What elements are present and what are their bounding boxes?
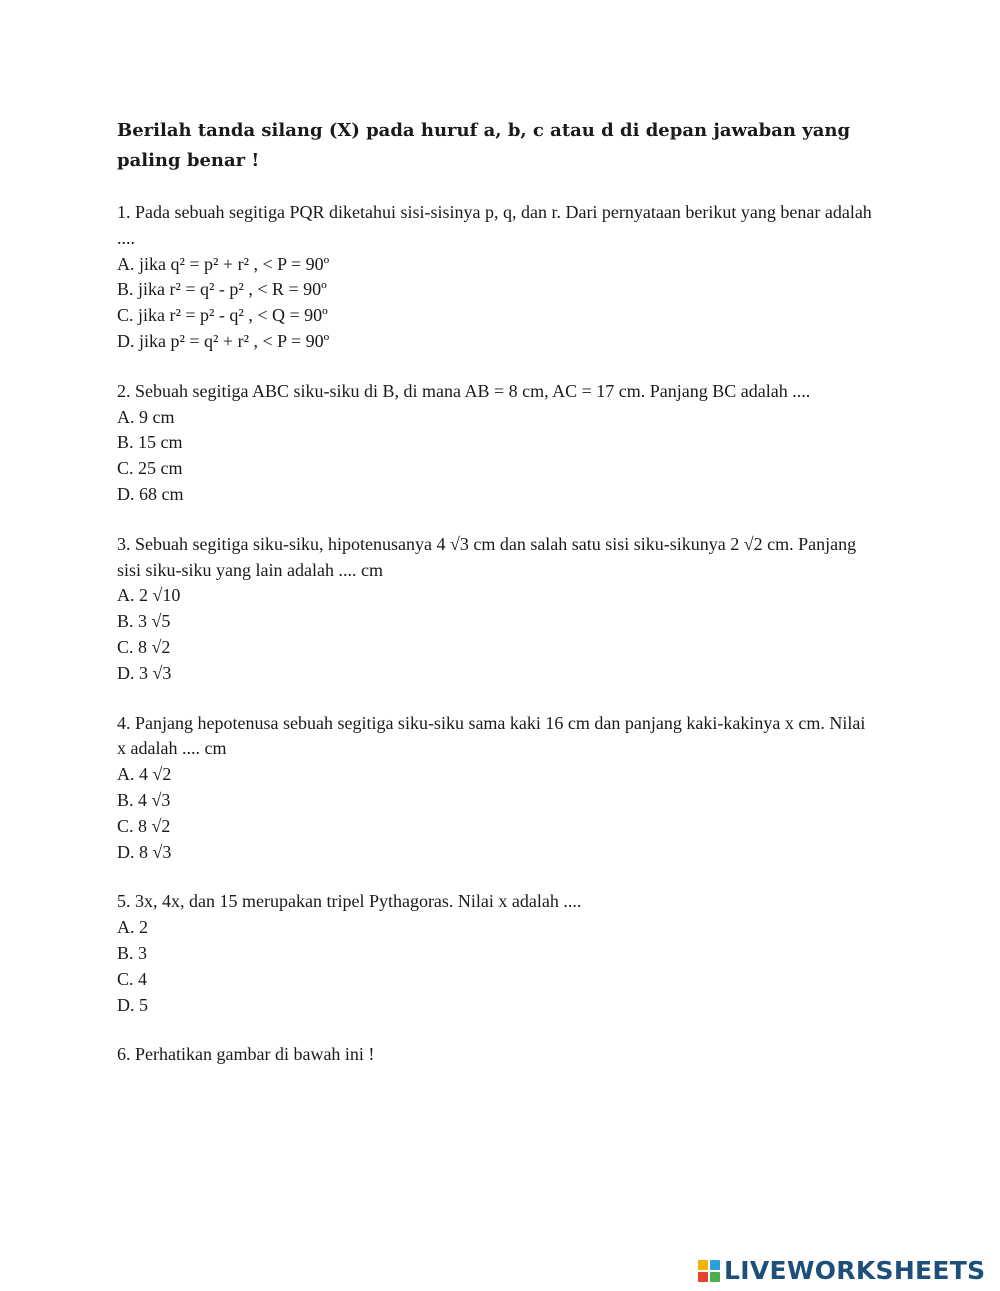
answer-option-d[interactable]: D. 68 cm [117, 483, 184, 504]
answer-option-d[interactable]: D. 5 [117, 994, 148, 1015]
liveworksheets-logo[interactable] [698, 1258, 985, 1284]
answer-option-d[interactable]: D. 3 √3 [117, 662, 172, 683]
answer-option-b[interactable]: B. jika r² = q² - p² , < R = 90º [117, 279, 327, 300]
logo-block-icon [710, 1272, 720, 1282]
question-stem: 3. Sebuah segitiga siku-siku, hipotenusanya 4 √3 cm dan salah satu sisi siku-sikunya 2 √2 cm. Panjang sisi siku-siku yang lain adalah .... cm [117, 533, 857, 580]
logo-block-icon [698, 1260, 708, 1270]
answer-option-a[interactable]: A. 2 √10 [117, 585, 181, 606]
answer-option-d[interactable]: D. jika p² = q² + r² , < P = 90º [117, 330, 330, 351]
logo-block-icon [710, 1260, 720, 1270]
liveworksheets-logo-icon [698, 1260, 720, 1282]
answer-option-c[interactable]: C. 8 √2 [117, 636, 171, 657]
question-stem: 5. 3x, 4x, dan 15 merupakan tripel Pythagoras. Nilai x adalah .... [117, 891, 582, 912]
question-stem: 2. Sebuah segitiga ABC siku-siku di B, di mana AB = 8 cm, AC = 17 cm. Panjang BC adalah .... [117, 380, 811, 401]
question-3 [117, 532, 877, 687]
question-stem: 6. Perhatikan gambar di bawah ini ! [117, 1044, 375, 1065]
answer-option-c[interactable]: C. 8 √2 [117, 815, 171, 836]
answer-option-c[interactable]: C. jika r² = p² - q² , < Q = 90º [117, 305, 328, 326]
question-4 [117, 711, 877, 866]
question-stem: 4. Panjang hepotenusa sebuah segitiga siku-siku sama kaki 16 cm dan panjang kaki-kakinya x cm. Nilai x adalah .... cm [117, 712, 866, 759]
question-2 [117, 379, 877, 508]
answer-option-a[interactable]: A. 4 √2 [117, 764, 172, 785]
answer-option-a[interactable]: A. 9 cm [117, 406, 175, 427]
question-stem: 1. Pada sebuah segitiga PQR diketahui sisi-sisinya p, q, dan r. Dari pernyataan berikut yang benar adalah .... [117, 202, 872, 248]
question-6 [117, 1042, 877, 1068]
answer-option-d[interactable]: D. 8 √3 [117, 841, 172, 862]
question-5 [117, 889, 877, 1018]
worksheet-page [117, 116, 877, 1092]
answer-option-a[interactable]: A. jika q² = p² + r² , < P = 90º [117, 253, 330, 274]
answer-option-b[interactable]: B. 3 [117, 942, 148, 963]
logo-block-icon [698, 1272, 708, 1282]
answer-option-b[interactable]: B. 4 √3 [117, 789, 171, 810]
answer-option-b[interactable]: B. 3 √5 [117, 611, 171, 632]
instruction-text: Berilah tanda silang (X) pada huruf a, b, c atau d di depan jawaban yang paling benar ! [117, 120, 851, 171]
answer-option-c[interactable]: C. 25 cm [117, 458, 183, 479]
answer-option-b[interactable]: B. 15 cm [117, 432, 183, 453]
logo-text: LIVEWORKSHEETS [724, 1256, 986, 1285]
answer-option-a[interactable]: A. 2 [117, 917, 148, 938]
question-1 [117, 200, 877, 355]
answer-option-c[interactable]: C. 4 [117, 968, 148, 989]
